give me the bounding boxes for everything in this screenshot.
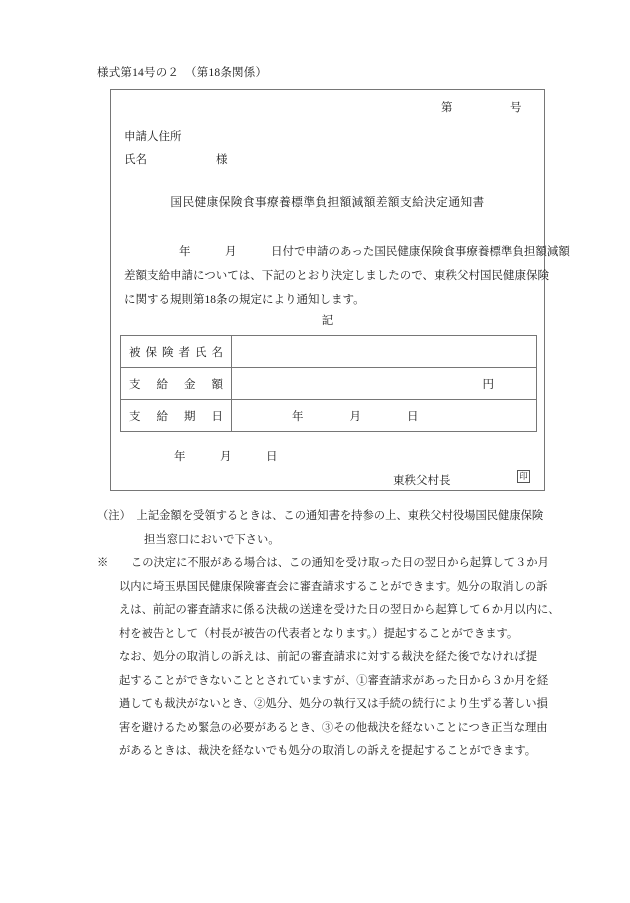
table-row [121, 368, 537, 400]
row-value-payment-date: 年 月 日 [232, 400, 537, 432]
document-number-field: 第 号 [441, 102, 522, 114]
row-value-insured-name [232, 336, 537, 368]
seal-stamp-icon [517, 470, 530, 487]
note2-line-4: 村を被告として（村長が被告の代表者となります。）提起することができます。 [119, 627, 519, 640]
applicant-name-label: 氏名 様 [124, 154, 228, 166]
row-label-payment-amount: 支給金額 [121, 368, 232, 400]
applicant-address-label: 申請人住所 [124, 131, 182, 143]
note3-line-5: があるときは、裁決を経ないでも処分の取消しの訴えを提起することができます。 [119, 745, 537, 757]
body-paragraph [124, 240, 570, 312]
note2-line-2: 以内に埼玉県国民健康保険審査会に審査請求することができます。処分の取消しの訴 [119, 580, 548, 593]
body-line-3: に関する規則第18条の規定により通知します。 [124, 294, 365, 306]
note1-line-2: 担当窓口においで下さい。 [144, 533, 280, 546]
body-line-2: 差額支給申請については、下記のとおり決定しましたので、東秩父村国民健康保険 [124, 270, 550, 282]
document-title: 国民健康保険食事療養標準負担額減額差額支給決定通知書 [170, 196, 485, 209]
note2-line-3: えは、前記の審査請求に係る決裁の送達を受けた日の翌日から起算して６か月以内に、 [119, 604, 560, 616]
ki-mark: 記 [321, 315, 334, 327]
note3-line-3: 過しても裁決がないとき、②処分、処分の執行又は手続の続行により生ずる著しい損 [119, 698, 548, 710]
note3-line-1: なお、処分の取消しの訴えは、前記の審査請求に対する裁決を経た後でなければ提 [119, 651, 537, 663]
form-number-header: 様式第14号の２ （第18条関係） [97, 67, 268, 79]
note3-line-2: 起することができないこととされていますが、①審査請求があった日から３か月を経 [119, 674, 549, 687]
notes-section [97, 505, 560, 764]
table-row [121, 400, 537, 432]
row-label-payment-date: 支給期日 [121, 400, 232, 432]
note2-line-1: ※ この決定に不服がある場合は、この通知を受け取った日の翌日から起算して３か月 [97, 557, 549, 569]
row-label-insured-name: 被保険者氏名 [121, 336, 232, 368]
payment-details-table [120, 335, 537, 432]
note1-line-1: （注） 上記金額を受領するときは、この通知書を持参の上、東秩父村役場国民健康保険 [97, 510, 544, 522]
row-value-payment-amount: 円 [232, 368, 537, 400]
notification-form-box [110, 89, 570, 491]
note3-line-4: 害を避けるため緊急の必要があるとき、③その他裁決を経ないことにつき正当な理由 [119, 721, 548, 734]
table-row [121, 336, 537, 368]
body-line-1: 年 月 日付で申請のあった国民健康保険食事療養標準負担額減額 [179, 246, 570, 258]
signature-authority: 東秩父村長 [393, 475, 451, 487]
seal-box-glyph: 印 [517, 470, 530, 483]
signature-date: 年 月 日 [174, 451, 278, 463]
